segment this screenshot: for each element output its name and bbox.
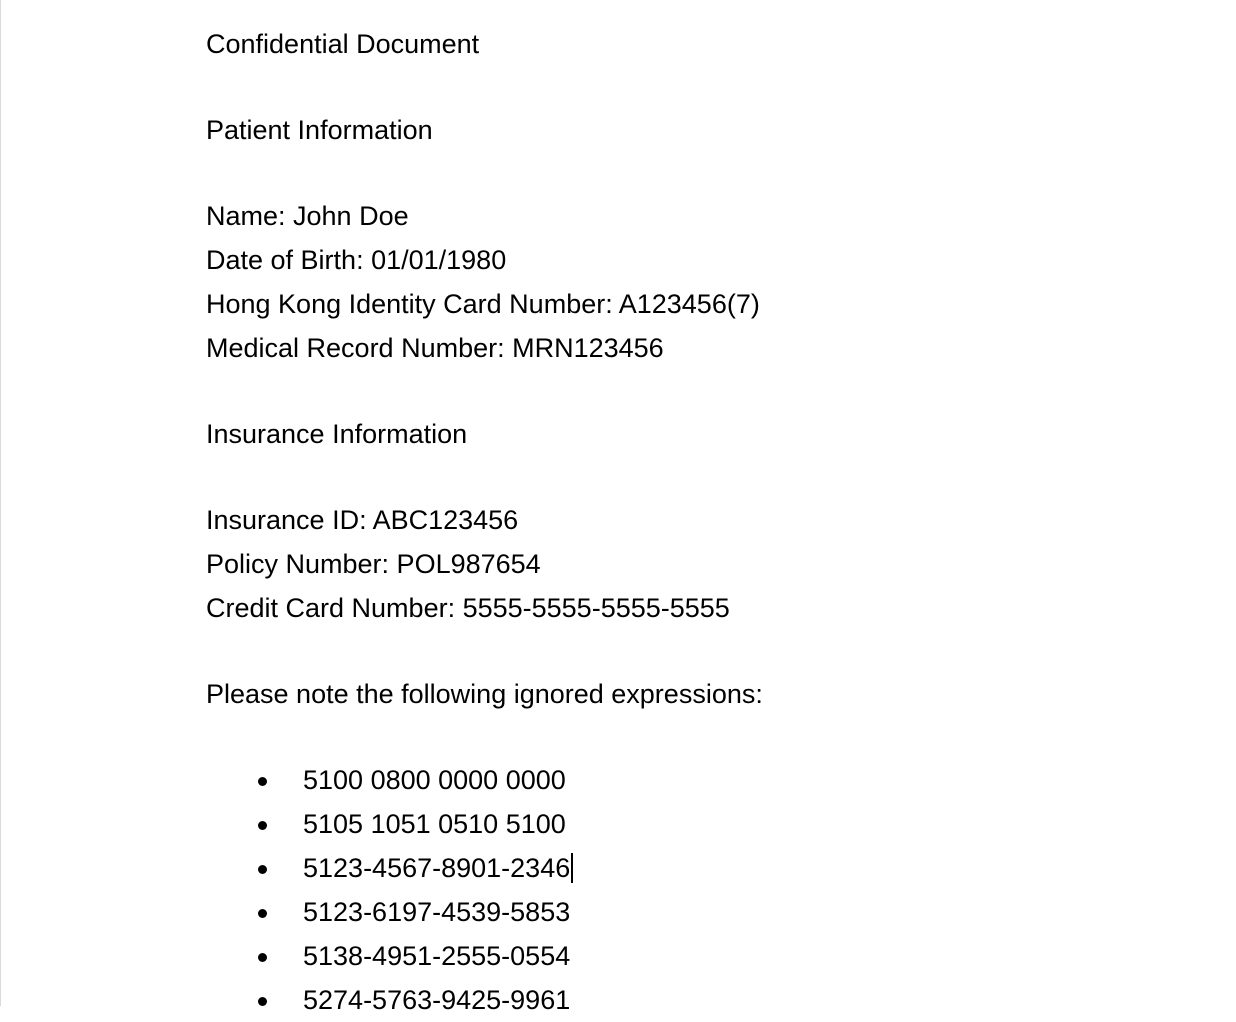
list-item: [206, 802, 1206, 846]
spacer: [206, 66, 1206, 108]
insurance-id-line: Insurance ID: ABC123456: [206, 505, 519, 535]
list-item-text: 5105 1051 0510 5100: [303, 809, 566, 839]
list-item-text: 5123-6197-4539-5853: [303, 897, 571, 927]
list-item-text: 5138-4951-2555-0554: [303, 941, 571, 971]
spacer: [206, 152, 1206, 194]
list-item: [206, 758, 1206, 802]
spacer: [206, 630, 1206, 672]
document-heading: Confidential Document: [206, 29, 480, 59]
patient-dob-line: Date of Birth: 01/01/1980: [206, 245, 507, 275]
insurance-information-lines: [206, 498, 1206, 630]
patient-name-line: Name: John Doe: [206, 201, 409, 231]
list-item: [206, 934, 1206, 978]
ignored-expressions-note: Please note the following ignored expressions:: [206, 679, 763, 709]
policy-number-line: Policy Number: POL987654: [206, 549, 541, 579]
list-item: [206, 890, 1206, 934]
patient-information-lines: [206, 194, 1206, 370]
document-body[interactable]: [206, 22, 1206, 1022]
list-item[interactable]: [206, 846, 1206, 890]
credit-card-number-line: Credit Card Number: 5555-5555-5555-5555: [206, 593, 730, 623]
bullet-icon: [258, 821, 267, 830]
text-cursor: [571, 853, 573, 883]
section-title-patient-information: Patient Information: [206, 115, 433, 145]
spacer: [206, 456, 1206, 498]
spacer: [206, 370, 1206, 412]
bullet-icon: [258, 777, 267, 786]
list-item: [206, 978, 1206, 1022]
list-item-text: 5274-5763-9425-9961: [303, 985, 571, 1015]
patient-hkid-line: Hong Kong Identity Card Number: A123456(7): [206, 289, 760, 319]
bullet-icon: [258, 953, 267, 962]
list-item-text: 5123-4567-8901-2346: [303, 853, 571, 883]
ignored-expressions-list: [206, 758, 1206, 1022]
bullet-icon: [258, 997, 267, 1006]
patient-mrn-line: Medical Record Number: MRN123456: [206, 333, 664, 363]
left-margin-rule: [0, 0, 1, 1006]
bullet-icon: [258, 909, 267, 918]
list-item-text: 5100 0800 0000 0000: [303, 765, 566, 795]
spacer: [206, 716, 1206, 758]
bullet-icon: [258, 865, 267, 874]
section-title-insurance-information: Insurance Information: [206, 419, 468, 449]
